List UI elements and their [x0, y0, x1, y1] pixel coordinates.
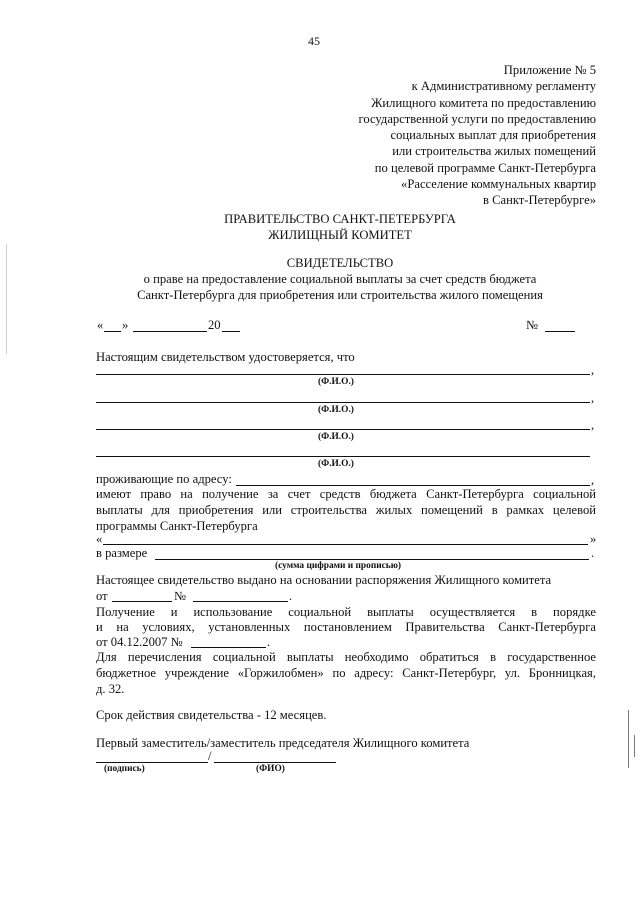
date-year-blank	[222, 331, 240, 332]
transfer-line-1: Для перечисления социальной выплаты необходимо обратиться в государственное	[96, 650, 596, 664]
usage-line-3: от 04.12.2007 №	[96, 635, 183, 649]
certificate-subtitle-1: о праве на предоставление социальной выплаты за счет средств бюджета	[143, 272, 537, 286]
fio-comma-1: ,	[591, 363, 595, 377]
issued-from-label: от	[96, 589, 108, 603]
issued-number-blank	[193, 601, 288, 602]
validity-text: Срок действия свидетельства - 12 месяцев.	[96, 708, 327, 722]
signatory-title: Первый заместитель/заместитель председателя Жилищного комитета	[96, 736, 470, 750]
program-open-quote: «	[96, 532, 103, 546]
rights-line-1: имеют право на получение за счет средств бюджета Санкт-Петербурга социальной	[96, 487, 596, 501]
usage-line-2: и на условиях, установленных постановлением Правительства Санкт-Петербурга	[96, 620, 596, 634]
issued-date-blank	[112, 601, 172, 602]
issued-number-label: №	[174, 589, 187, 603]
fio-comma-3: ,	[591, 418, 595, 432]
appendix-line: Жилищного комитета по предоставлению	[371, 95, 596, 110]
date-open-quote: «	[97, 318, 104, 332]
date-close-quote: »	[122, 318, 129, 332]
usage-end: .	[267, 635, 271, 649]
date-month-blank	[133, 331, 207, 332]
transfer-line-3: д. 32.	[96, 682, 125, 696]
amount-label: в размере	[96, 546, 148, 560]
fio-label-4: (Ф.И.О.)	[318, 459, 354, 469]
amount-end: .	[591, 546, 595, 560]
date-year-prefix: 20	[208, 318, 221, 332]
appendix-line: в Санкт-Петербурге»	[483, 193, 596, 208]
header-committee: ЖИЛИЩНЫЙ КОМИТЕТ	[268, 228, 412, 242]
rights-line-2: выплаты для приобретения или строительства жилых помещений в рамках целевой	[96, 503, 596, 517]
signatory-fio-label: (ФИО)	[256, 764, 285, 774]
usage-line-1: Получение и использование социальной выплаты осуществляется в порядке	[96, 605, 596, 619]
issued-line-1: Настоящее свидетельство выдано на основании распоряжения Жилищного комитета	[96, 573, 552, 587]
fio-line-4	[96, 456, 590, 457]
certificate-number-blank	[545, 331, 575, 332]
page-number: 45	[308, 34, 320, 48]
signature-label: (подпись)	[104, 764, 145, 774]
appendix-line: Приложение № 5	[503, 63, 596, 77]
certificate-title: СВИДЕТЕЛЬСТВО	[286, 256, 394, 270]
fio-label-1: (Ф.И.О.)	[318, 377, 354, 387]
date-day-blank	[104, 331, 121, 332]
fio-comma-2: ,	[591, 391, 595, 405]
address-comma: ,	[591, 473, 595, 487]
fio-label-3: (Ф.И.О.)	[318, 432, 354, 442]
certify-text: Настоящим свидетельством удостоверяется, что	[96, 350, 355, 364]
appendix-line: по целевой программе Санкт-Петербурга	[374, 160, 596, 175]
appendix-line: или строительства жилых помещений	[392, 144, 596, 159]
certificate-number-label: №	[526, 318, 539, 332]
signature-slash: /	[208, 749, 212, 763]
amount-line	[155, 559, 589, 560]
fio-line-2	[96, 402, 590, 403]
appendix-line: «Расселение коммунальных квартир	[401, 177, 596, 192]
scan-mark-right-2	[634, 735, 635, 757]
amount-hint: (сумма цифрами и прописью)	[275, 561, 402, 571]
appendix-line: социальных выплат для приобретения	[390, 128, 596, 143]
issued-end: .	[289, 589, 293, 603]
usage-number-blank	[191, 647, 266, 648]
signatory-name-line	[214, 762, 336, 763]
signature-line	[96, 762, 208, 763]
fio-line-1	[96, 374, 590, 375]
appendix-block	[359, 62, 596, 209]
program-close-quote: »	[590, 532, 597, 546]
certificate-subtitle-2: Санкт-Петербурга для приобретения или строительства жилого помещения	[137, 288, 543, 302]
program-name-line	[103, 544, 588, 545]
address-label: проживающие по адресу:	[96, 472, 232, 486]
rights-line-3: программы Санкт-Петербурга	[96, 519, 258, 533]
fio-line-3	[96, 429, 590, 430]
appendix-line: к Административному регламенту	[411, 79, 596, 94]
header-gov: ПРАВИТЕЛЬСТВО САНКТ-ПЕТЕРБУРГА	[224, 212, 456, 226]
appendix-line: государственной услуги по предоставлению	[358, 111, 596, 126]
scan-mark-right-1	[628, 710, 629, 768]
transfer-line-2: бюджетное учреждение «Горжилобмен» по адресу: Санкт-Петербург, ул. Бронницкая,	[96, 666, 596, 680]
fio-label-2: (Ф.И.О.)	[318, 405, 354, 415]
address-line	[236, 485, 590, 486]
